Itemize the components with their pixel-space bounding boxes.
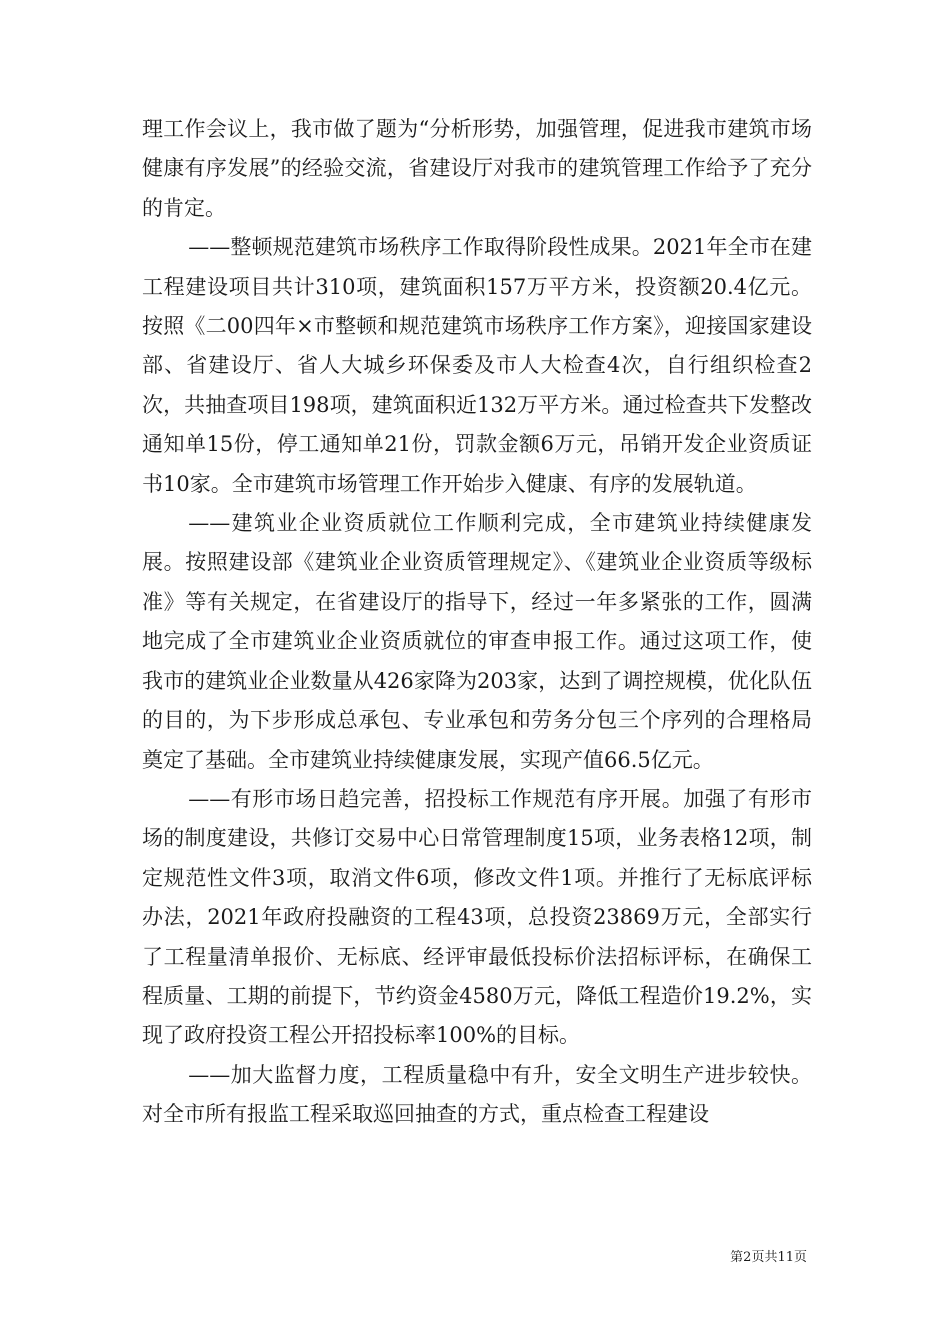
paragraph-5: ——加大监督力度，工程质量稳中有升，安全文明生产进步较快。对全市所有报监工程采取巡回抽查的方式，重点检查工程建设 (142, 1062, 812, 1127)
paragraph-2: ——整顿规范建筑市场秩序工作取得阶段性成果。2021年全市在建工程建设项目共计310项，建筑面积157万平方米，投资额20.4亿元。按照《二00四年×市整顿和规范建筑市场秩序工作方案》，迎接国家建设部、省建设厅、省人大城乡环保委及市人大检查4次，自行组织检查2次，共抽查项目198项，建筑面积近132万平方米。通过检查共下发整改通知单15份，停工通知单21份，罚款金额6万元，吊销开发企业资质证书10家。全市建筑市场管理工作开始步入健康、有序的发展轨道。 (142, 235, 812, 496)
paragraph-4: ——有形市场日趋完善，招投标工作规范有序开展。加强了有形市场的制度建设，共修订交易中心日常管理制度15项，业务表格12项，制定规范性文件3项，取消文件6项，修改文件1项。并推行了无标底评标办法，2021年政府投融资的工程43项，总投资23869万元，全部实行了工程量清单报价、无标底、经评审最低投标价法招标评标，在确保工程质量、工期的前提下，节约资金4580万元，降低工程造价19.2%，实现了政府投资工程公开招投标率100%的目标。 (142, 786, 812, 1048)
document-body (142, 110, 812, 1135)
paragraph-3: ——建筑业企业资质就位工作顺利完成，全市建筑业持续健康发展。按照建设部《建筑业企业资质管理规定》、《建筑业企业资质等级标准》等有关规定，在省建设厅的指导下，经过一年多紧张的工作，圆满地完成了全市建筑业企业资质就位的审查申报工作。通过这项工作，使我市的建筑业企业数量从426家降为203家，达到了调控规模，优化队伍的目的，为下步形成总承包、专业承包和劳务分包三个序列的合理格局奠定了基础。全市建筑业持续健康发展，实现产值66.5亿元。 (142, 511, 812, 772)
page-number: 第2页共11页 (730, 1250, 807, 1265)
paragraph-1: 理工作会议上，我市做了题为“分析形势，加强管理，促进我市建筑市场健康有序发展”的经验交流，省建设厅对我市的建筑管理工作给予了充分的肯定。 (142, 117, 812, 220)
